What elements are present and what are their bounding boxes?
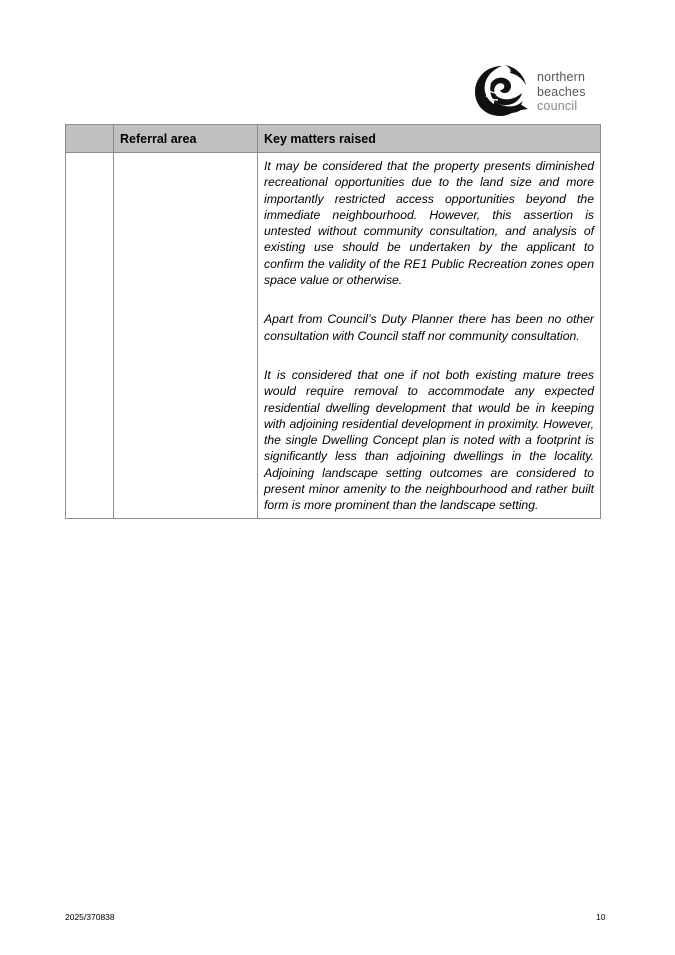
referral-table — [65, 124, 601, 519]
row-number-cell — [66, 153, 114, 519]
key-matter-paragraph: It may be considered that the property presents diminished recreational opportunities due to the land size and more importantly restricted access opportunities beyond the immediate neighbourhood. However, this assertion is untested without community consultation, and analysis of existing use should be undertaken by the applicant to confirm the validity of the RE1 Public Recreation zones open space value or otherwise. — [264, 159, 594, 288]
column-header-number — [66, 125, 114, 153]
council-logo — [472, 63, 602, 119]
table-header-row — [66, 125, 601, 153]
council-name — [537, 70, 586, 114]
key-matter-paragraph: It is considered that one if not both existing mature trees would require removal to accommodate any expected residential dwelling development that would be in keeping with adjoining residential development in proximity. However, the single Dwelling Concept plan is noted with a footprint is significantly less than adjoining dwellings in the locality. Adjoining landscape setting outcomes are considered to present minor amenity to the neighbourhood and rather built form is more prominent than the landscape setting. — [264, 367, 594, 513]
council-emblem-icon — [472, 63, 530, 119]
table-row — [66, 153, 601, 519]
key-matters-cell — [258, 153, 601, 519]
page-number: 10 — [596, 912, 606, 922]
column-header-key-matters: Key matters raised — [258, 125, 601, 153]
logo-line-1: northern — [537, 70, 586, 84]
logo-line-3: council — [537, 99, 578, 113]
referral-area-cell — [114, 153, 258, 519]
logo-line-2: beaches — [537, 84, 586, 99]
column-header-referral-area: Referral area — [114, 125, 258, 153]
document-number: 2025/370838 — [65, 912, 115, 922]
key-matter-paragraph: Apart from Council’s Duty Planner there has been no other consultation with Council staff nor community consultation. — [264, 312, 594, 343]
